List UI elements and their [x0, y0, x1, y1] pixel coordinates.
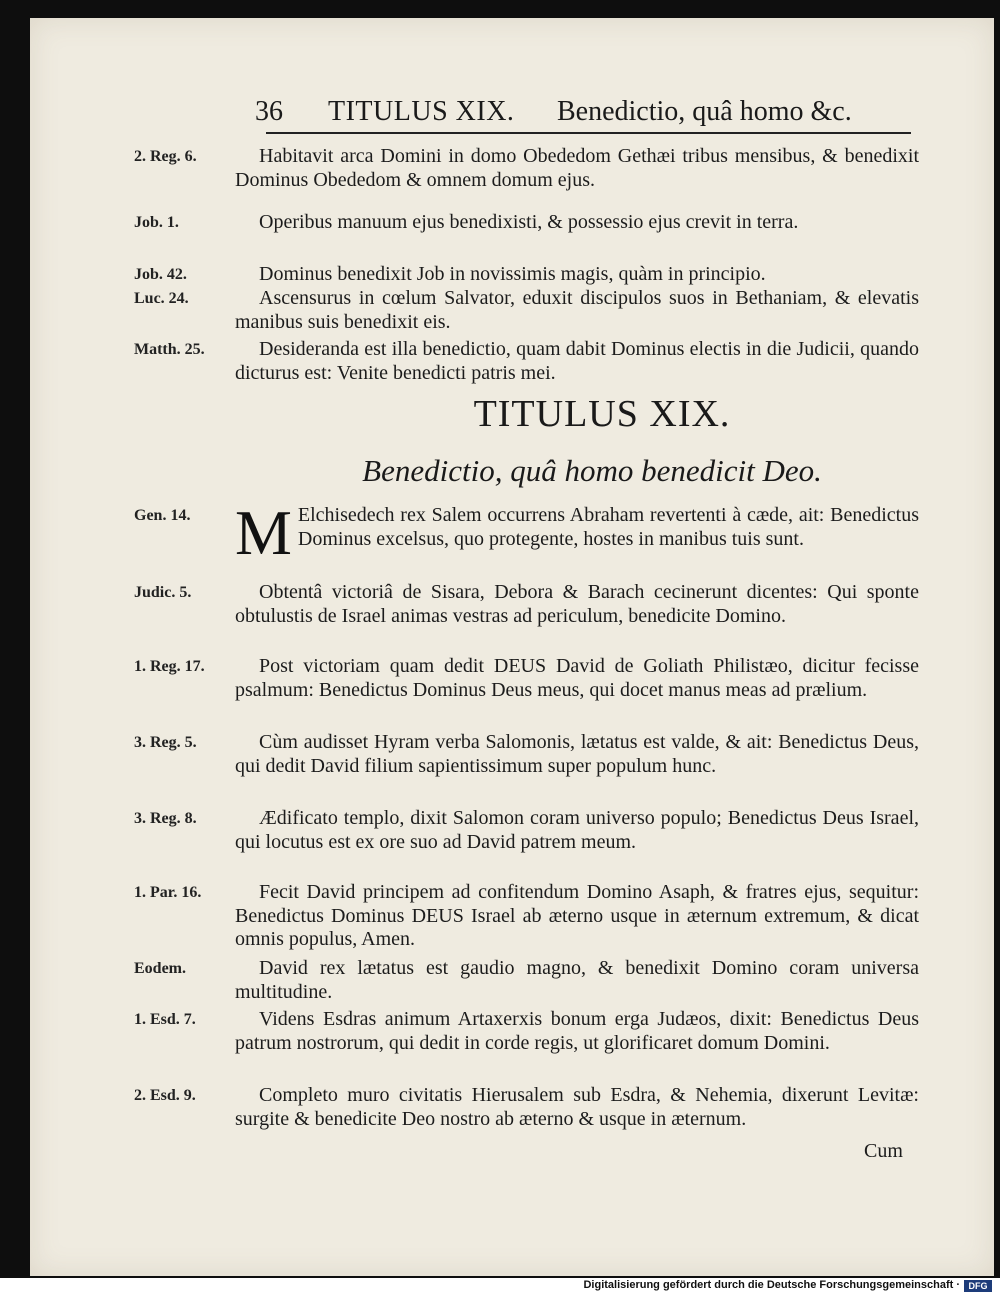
entry-text: Fecit David principem ad confitendum Domino Asaph, & fratres ejus, sequitur: Benedictus Dominus DEUS Israel ab æterno usque in æternum extremum, & dicat omnis populus, Amen.	[235, 881, 919, 950]
margin-reference: 2. Reg. 6.	[134, 148, 197, 165]
margin-reference: Eodem.	[134, 960, 186, 977]
entry-text: Desideranda est illa benedictio, quam dabit Dominus electis in die Judicii, quando dicturus est: Venite benedicti patris mei.	[235, 338, 919, 384]
entry-text: David rex lætatus est gaudio magno, & benedixit Domino coram universa multitudine.	[235, 957, 919, 1003]
running-title: TITULUS XIX.	[328, 96, 515, 127]
margin-reference: Gen. 14.	[134, 507, 191, 524]
margin-reference: Luc. 24.	[134, 290, 189, 307]
margin-reference: 1. Reg. 17.	[134, 658, 205, 675]
entry-text: Operibus manuum ejus benedixisti, & possessio ejus crevit in terra.	[259, 211, 799, 233]
section-title: TITULUS XIX.	[473, 393, 731, 435]
entry-text: Obtentâ victoriâ de Sisara, Debora & Barach cecinerunt dicentes: Qui sponte obtulustis de Israel animas vestras ad periculum, benedicite Domino.	[235, 581, 919, 627]
entry-text: Post victoriam quam dedit DEUS David de Goliath Philistæo, dicitur fecisse psalmum: Benedictus Dominus Deus meus, qui docet manus meas ad prælium.	[235, 655, 919, 701]
entry-text	[235, 497, 919, 568]
section-subtitle: Benedictio, quâ homo benedicit Deo.	[362, 453, 822, 488]
running-header	[255, 96, 925, 136]
entry-text: Ædificato templo, dixit Salomon coram universo populo; Benedictus Deus Israel, qui locutus est ex ore suo ad David patrem meum.	[235, 807, 919, 853]
drop-capital: M	[235, 497, 292, 568]
catchword: Cum	[864, 1140, 903, 1162]
page-number: 36	[255, 96, 283, 127]
entry-text: Cùm audisset Hyram verba Salomonis, lætatus est valde, & ait: Benedictus Deus, qui dedit David filium sapientissimum super populum hunc.	[235, 731, 919, 777]
entry-text: Habitavit arca Domini in domo Obededom Gethæi tribus mensibus, & benedixit Dominus Obededom & omnem domum ejus.	[235, 145, 919, 191]
entry-text: Dominus benedixit Job in novissimis magis, quàm in principio.	[259, 263, 766, 285]
dfg-logo: DFG	[964, 1280, 992, 1292]
margin-reference: 1. Esd. 7.	[134, 1011, 196, 1028]
margin-reference: Matth. 25.	[134, 341, 205, 358]
entry-text: Ascensurus in cœlum Salvator, eduxit discipulos suos in Bethaniam, & elevatis manibus suis benedixit eis.	[235, 287, 919, 333]
book-page	[30, 18, 994, 1276]
margin-reference: 1. Par. 16.	[134, 884, 202, 901]
margin-reference: 3. Reg. 8.	[134, 810, 197, 827]
running-subject: Benedictio, quâ homo &c.	[557, 96, 852, 127]
entry-text: Completo muro civitatis Hierusalem sub Esdra, & Nehemia, dixerunt Levitæ: surgite & benedicite Deo nostro ab æterno & usque in æternum.	[235, 1084, 919, 1130]
entry-text: Videns Esdras animum Artaxerxis bonum erga Judæos, dixit: Benedictus Deus patrum nostrorum, qui dedit in corde regis, ut glorificaret domum Domini.	[235, 1008, 919, 1054]
funding-note: Digitalisierung gefördert durch die Deutsche Forschungsgemeinschaft ·	[583, 1279, 960, 1291]
margin-reference: 2. Esd. 9.	[134, 1087, 196, 1104]
margin-reference: 3. Reg. 5.	[134, 734, 197, 751]
margin-reference: Job. 42.	[134, 266, 187, 283]
entry-text-body: Elchisedech rex Salem occurrens Abraham revertenti à cæde, ait: Benedictus Dominus excelsus, quo protegente, hostes in manibus tuis sunt.	[297, 504, 919, 550]
margin-reference: Judic. 5.	[134, 584, 192, 601]
digitization-footer	[0, 1278, 1000, 1295]
header-rule	[266, 132, 911, 134]
margin-reference: Job. 1.	[134, 214, 179, 231]
